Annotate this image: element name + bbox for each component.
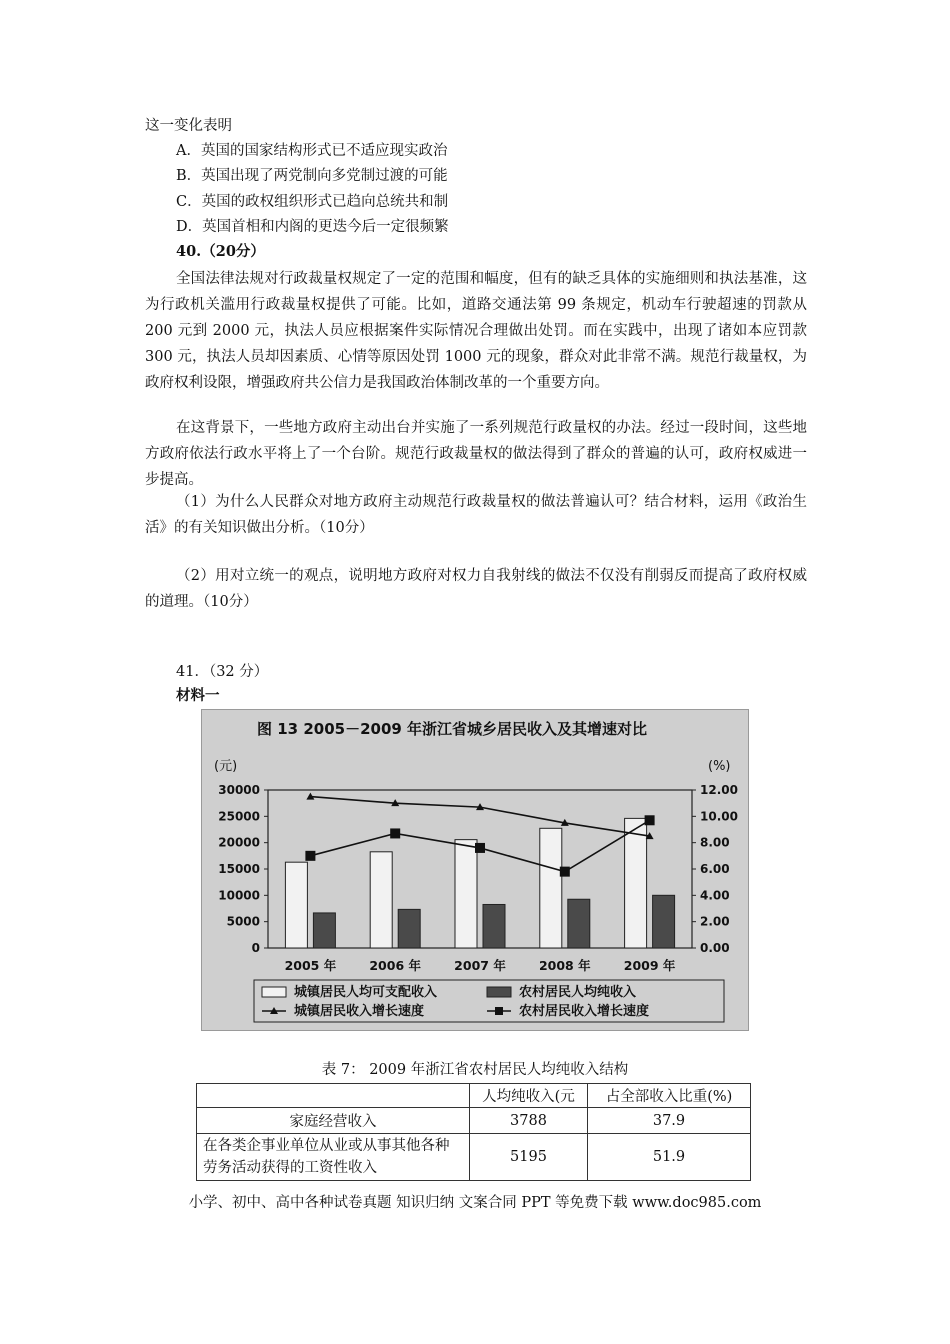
q40-paragraph-2: 在这背景下，一些地方政府主动出台并实施了一系列规范行政量权的办法。经过一段时间，这些地方政府依法行政水平将上了一个台阶。规范行政裁量权的做法得到了群众的普遍的认可，政府权威进一步提高。 [145,420,807,488]
page-footer: 小学、初中、高中各种试卷真题 知识归纳 文案合同 PPT 等免费下载 www.doc985.com [188,1195,762,1211]
urban-income-bar [370,852,392,948]
legend-swatch-urban-income [262,987,286,997]
question-stem-end: 这一变化表明 [145,118,232,134]
right-tick-label: 10.00 [700,809,738,824]
table-cell: 5195 [470,1134,588,1181]
table-cell: 在各类企事业单位从业或从事其他各种劳务活动获得的工资性收入 [197,1134,470,1181]
left-tick-label: 10000 [218,888,260,903]
left-tick-label: 25000 [218,809,260,824]
q40-subquestion-1: （1）为什么人民群众对地方政府主动规范行政裁量权的做法普遍认可？结合材料，运用《政治生活》的有关知识做出分析。（10分） [145,494,807,536]
urban-income-bar [540,828,562,948]
right-tick-label: 2.00 [700,914,730,929]
right-tick-label: 6.00 [700,862,730,876]
option-b: B．英国出现了两党制向多党制过渡的可能 [176,168,448,184]
urban-income-bar [455,840,477,948]
legend-label: 城镇居民人均可支配收入 [294,985,438,1000]
category-label: 2005 年 [284,958,337,973]
rural-growth-point [645,815,655,825]
rural-income-bar [313,913,335,948]
category-label: 2008 年 [538,958,591,973]
table-header-row [197,1084,751,1108]
legend-marker-rural-growth [495,1007,503,1015]
left-tick-label: 0 [251,941,260,955]
left-axis-unit: (元) [214,759,238,774]
rural-income-bar [483,904,505,948]
material-one-label: 材料一 [176,687,220,704]
right-tick-label: 0.00 [700,941,730,955]
right-tick-label: 8.00 [700,835,730,850]
category-label: 2007 年 [454,958,506,973]
legend-swatch-rural-income [487,987,511,997]
left-tick-label: 15000 [218,862,260,876]
right-axis-unit: (%) [708,759,731,774]
rural-growth-point [560,867,570,877]
rural-growth-point [390,828,400,838]
right-tick-label: 4.00 [700,888,730,903]
urban-income-bar [625,818,647,948]
option-a: A．英国的国家结构形式已不适应现实政治 [176,143,448,159]
left-tick-label: 20000 [218,835,260,850]
legend-label: 农村居民收入增长速度 [519,1004,650,1019]
table-header-cell [197,1084,470,1108]
rural-income-bar [653,895,675,948]
income-chart [201,709,749,1031]
table-cell: 3788 [470,1108,588,1134]
table-7-title: 表 7： 2009 年浙江省农村居民人均纯收入结构 [321,1062,629,1078]
urban-growth-line [310,797,649,837]
category-label: 2009 年 [623,958,676,973]
chart-title: 图 13 2005－2009 年浙江省城乡居民收入及其增速对比 [257,720,648,738]
question-40-header: 40.（20分） [176,243,265,260]
category-label: 2006 年 [369,958,422,973]
option-c: C．英国的政权组织形式已趋向总统共和制 [176,194,449,210]
table-header-cell: 人均纯收入(元 [470,1084,588,1108]
table-row [197,1108,751,1134]
rural-income-bar [398,909,420,948]
rural-growth-point [475,843,485,853]
table-cell: 37.9 [588,1108,751,1134]
q40-paragraph-1: 全国法律法规对行政裁量权规定了一定的范围和幅度，但有的缺乏具体的实施细则和执法基准，这为行政机关滥用行政裁量权提供了可能。比如，道路交通法第 99 条规定，机动车行驶超速的罚款从 200 元到 2000 元，执法人员应根据案件实际情况合理做出处罚。而在实践中，出现了诸如本应罚款 300 元，执法人员却因素质、心情等原因处罚 1000 元的现象，群众对此非常不满。规范行裁量权，为政府权利设限，增强政府共公信力是我国政治体制改革的一个重要方向。 [145,271,807,391]
rural-income-bar [568,899,590,948]
question-41-header: 41．（32 分） [176,664,269,680]
table-cell: 51.9 [588,1134,751,1181]
left-tick-label: 30000 [218,783,260,797]
legend-label: 农村居民人均纯收入 [519,985,637,1000]
legend-label: 城镇居民收入增长速度 [294,1004,425,1019]
right-tick-label: 12.00 [700,783,738,797]
table-row [197,1134,751,1181]
income-structure-table [196,1083,751,1181]
table-cell: 家庭经营收入 [197,1108,470,1134]
table-header-cell: 占全部收入比重(%) [588,1084,751,1108]
option-d: D．英国首相和内阁的更迭今后一定很频繁 [176,219,449,235]
urban-income-bar [285,862,307,948]
rural-growth-point [305,851,315,861]
left-tick-label: 5000 [226,914,260,929]
q40-subquestion-2: （2）用对立统一的观点，说明地方政府对权力自我射线的做法不仅没有削弱反而提高了政府权威的道理。（10分） [145,568,807,610]
chart-legend [254,980,724,1022]
